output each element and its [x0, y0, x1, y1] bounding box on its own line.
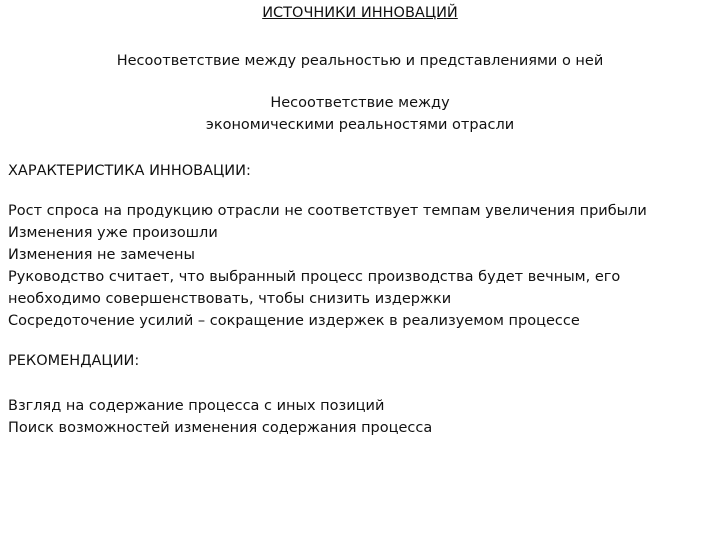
- recommendations-heading: РЕКОМЕНДАЦИИ:: [8, 353, 140, 369]
- subsubtitle-line-2: экономическими реальностями отрасли: [205, 117, 515, 133]
- list-item: Изменения уже произошли: [8, 225, 218, 241]
- slide-subtitle: Несоответствие между реальностью и представлениями о ней: [116, 53, 604, 69]
- recommendations-list: [8, 395, 708, 439]
- list-item: Рост спроса на продукцию отрасли не соответствует темпам увеличения прибыли: [8, 203, 647, 219]
- slide-title: ИСТОЧНИКИ ИННОВАЦИЙ: [262, 5, 458, 21]
- subsubtitle-line-1: Несоответствие между: [270, 95, 450, 111]
- list-item: Взгляд на содержание процесса с иных позиций: [8, 398, 385, 414]
- list-item: Сосредоточение усилий – сокращение издержек в реализуемом процессе: [8, 313, 580, 329]
- list-item: Руководство считает, что выбранный процесс производства будет вечным, его необходимо совершенствовать, чтобы снизить издержки: [8, 269, 621, 307]
- characteristics-heading: ХАРАКТЕРИСТИКА ИННОВАЦИИ:: [8, 163, 251, 179]
- list-item: Поиск возможностей изменения содержания процесса: [8, 420, 433, 436]
- characteristics-list: [8, 200, 708, 332]
- slide-subsubtitle: [0, 92, 720, 136]
- list-item: Изменения не замечены: [8, 247, 195, 263]
